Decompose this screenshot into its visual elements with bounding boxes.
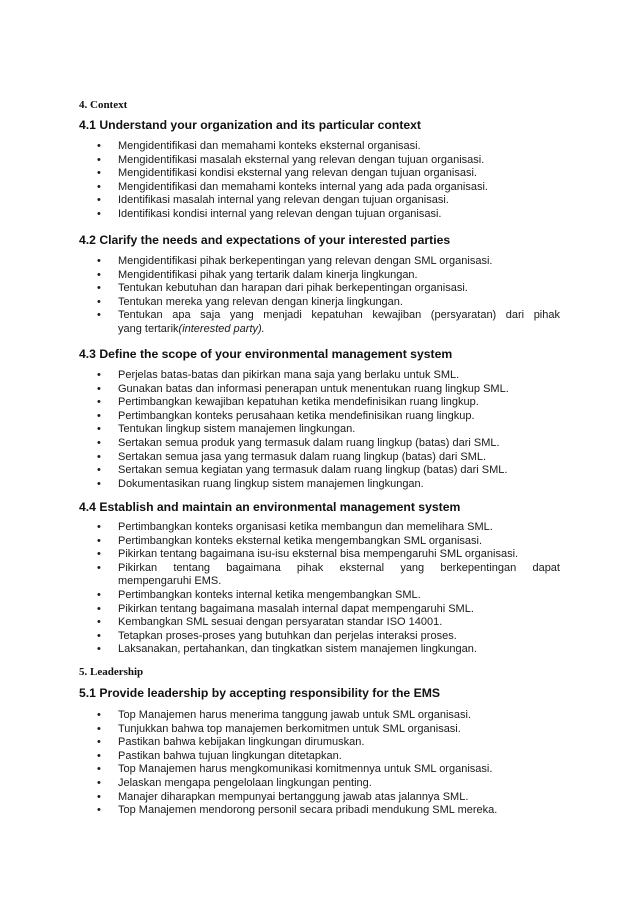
list-item-line bbox=[118, 323, 560, 337]
list-4-1 bbox=[0, 140, 560, 222]
subheading-4-1: 4.1 Understand your organization and its particular context bbox=[79, 118, 421, 132]
list-item bbox=[0, 562, 560, 589]
list-item: • Pastikan bahwa tujuan lingkungan ditetapkan. bbox=[0, 750, 560, 764]
list-5-1 bbox=[0, 709, 560, 818]
list-item: • Dokumentasikan ruang lingkup sistem manajemen lingkungan. bbox=[0, 478, 560, 492]
list-item: • Identifikasi masalah internal yang relevan dengan tujuan organisasi. bbox=[0, 194, 560, 208]
list-item: • Perjelas batas-batas dan pikirkan mana saja yang berlaku untuk SML. bbox=[0, 369, 560, 383]
list-4-3 bbox=[0, 369, 560, 491]
list-item-line: • Tentukan apa saja yang menjadi kepatuhan kewajiban (persyaratan) dari pihak bbox=[118, 309, 560, 322]
list-item: • Sertakan semua jasa yang termasuk dalam ruang lingkup (batas) dari SML. bbox=[0, 451, 560, 465]
list-item-text: yang tertarik bbox=[118, 322, 179, 335]
list-item bbox=[0, 309, 560, 336]
list-item: • Mengidentifikasi dan memahami konteks internal yang ada pada organisasi. bbox=[0, 181, 560, 195]
list-item: • Gunakan batas dan informasi penerapan untuk menentukan ruang lingkup SML. bbox=[0, 383, 560, 397]
section-heading-leadership: 5. Leadership bbox=[79, 666, 144, 678]
list-item: • Pertimbangkan konteks perusahaan ketika mendefinisikan ruang lingkup. bbox=[0, 410, 560, 424]
subheading-4-2: 4.2 Clarify the needs and expectations of your interested parties bbox=[79, 233, 451, 247]
subheading-5-1: 5.1 Provide leadership by accepting responsibility for the EMS bbox=[79, 686, 440, 700]
list-item: • Mengidentifikasi pihak yang tertarik dalam kinerja lingkungan. bbox=[0, 269, 560, 283]
list-item-italic: (interested party). bbox=[178, 322, 265, 335]
list-item: • Top Manajemen harus menerima tanggung jawab untuk SML organisasi. bbox=[0, 709, 560, 723]
list-item: • Pertimbangkan kewajiban kepatuhan ketika mendefinisikan ruang lingkup. bbox=[0, 396, 560, 410]
list-item: • Mengidentifikasi dan memahami konteks eksternal organisasi. bbox=[0, 140, 560, 154]
list-item: • Pastikan bahwa kebijakan lingkungan dirumuskan. bbox=[0, 736, 560, 750]
list-item: • Jelaskan mengapa pengelolaan lingkungan penting. bbox=[0, 777, 560, 791]
subheading-4-3: 4.3 Define the scope of your environmental management system bbox=[79, 347, 453, 361]
list-item: • Kembangkan SML sesuai dengan persyaratan standar ISO 14001. bbox=[0, 616, 560, 630]
list-item: • Manajer diharapkan mempunyai bertanggung jawab atas jalannya SML. bbox=[0, 791, 560, 805]
list-4-4 bbox=[0, 521, 560, 657]
list-item: • Top Manajemen harus mengkomunikasi komitmennya untuk SML organisasi. bbox=[0, 763, 560, 777]
list-item: • Top Manajemen mendorong personil secara pribadi mendukung SML mereka. bbox=[0, 804, 560, 818]
list-4-2 bbox=[0, 255, 560, 337]
list-item: • Pikirkan tentang bagaimana isu-isu eksternal bisa mempengaruhi SML organisasi. bbox=[0, 548, 560, 562]
list-item: • Identifikasi kondisi internal yang relevan dengan tujuan organisasi. bbox=[0, 208, 560, 222]
list-item-line: mempengaruhi EMS. bbox=[118, 575, 222, 588]
list-item: • Tunjukkan bahwa top manajemen berkomitmen untuk SML organisasi. bbox=[0, 723, 560, 737]
list-item: • Sertakan semua produk yang termasuk dalam ruang lingkup (batas) dari SML. bbox=[0, 437, 560, 451]
list-item-line: • Pikirkan tentang bagaimana pihak eksternal yang berkepentingan dapat bbox=[118, 561, 560, 574]
list-item: • Mengidentifikasi masalah eksternal yang relevan dengan tujuan organisasi. bbox=[0, 154, 560, 168]
list-item: • Pertimbangkan konteks eksternal ketika mengembangkan SML organisasi. bbox=[0, 535, 560, 549]
list-item: • Tetapkan proses-proses yang butuhkan dan perjelas interaksi proses. bbox=[0, 630, 560, 644]
list-item: • Sertakan semua kegiatan yang termasuk dalam ruang lingkup (batas) dari SML. bbox=[0, 464, 560, 478]
subheading-4-4: 4.4 Establish and maintain an environmental management system bbox=[79, 500, 461, 514]
list-item: • Mengidentifikasi kondisi eksternal yang relevan dengan tujuan organisasi. bbox=[0, 167, 560, 181]
list-item: • Pikirkan tentang bagaimana masalah internal dapat mempengaruhi SML. bbox=[0, 603, 560, 617]
list-item: • Tentukan kebutuhan dan harapan dari pihak berkepentingan organisasi. bbox=[0, 282, 560, 296]
section-heading-context: 4. Context bbox=[79, 99, 128, 111]
list-item: • Laksanakan, pertahankan, dan tingkatkan sistem manajemen lingkungan. bbox=[0, 643, 560, 657]
list-item: • Tentukan lingkup sistem manajemen lingkungan. bbox=[0, 423, 560, 437]
list-item: • Tentukan mereka yang relevan dengan kinerja lingkungan. bbox=[0, 296, 560, 310]
list-item: • Mengidentifikasi pihak berkepentingan yang relevan dengan SML organisasi. bbox=[0, 255, 560, 269]
list-item: • Pertimbangkan konteks internal ketika mengembangkan SML. bbox=[0, 589, 560, 603]
list-item: • Pertimbangkan konteks organisasi ketika membangun dan memelihara SML. bbox=[0, 521, 560, 535]
